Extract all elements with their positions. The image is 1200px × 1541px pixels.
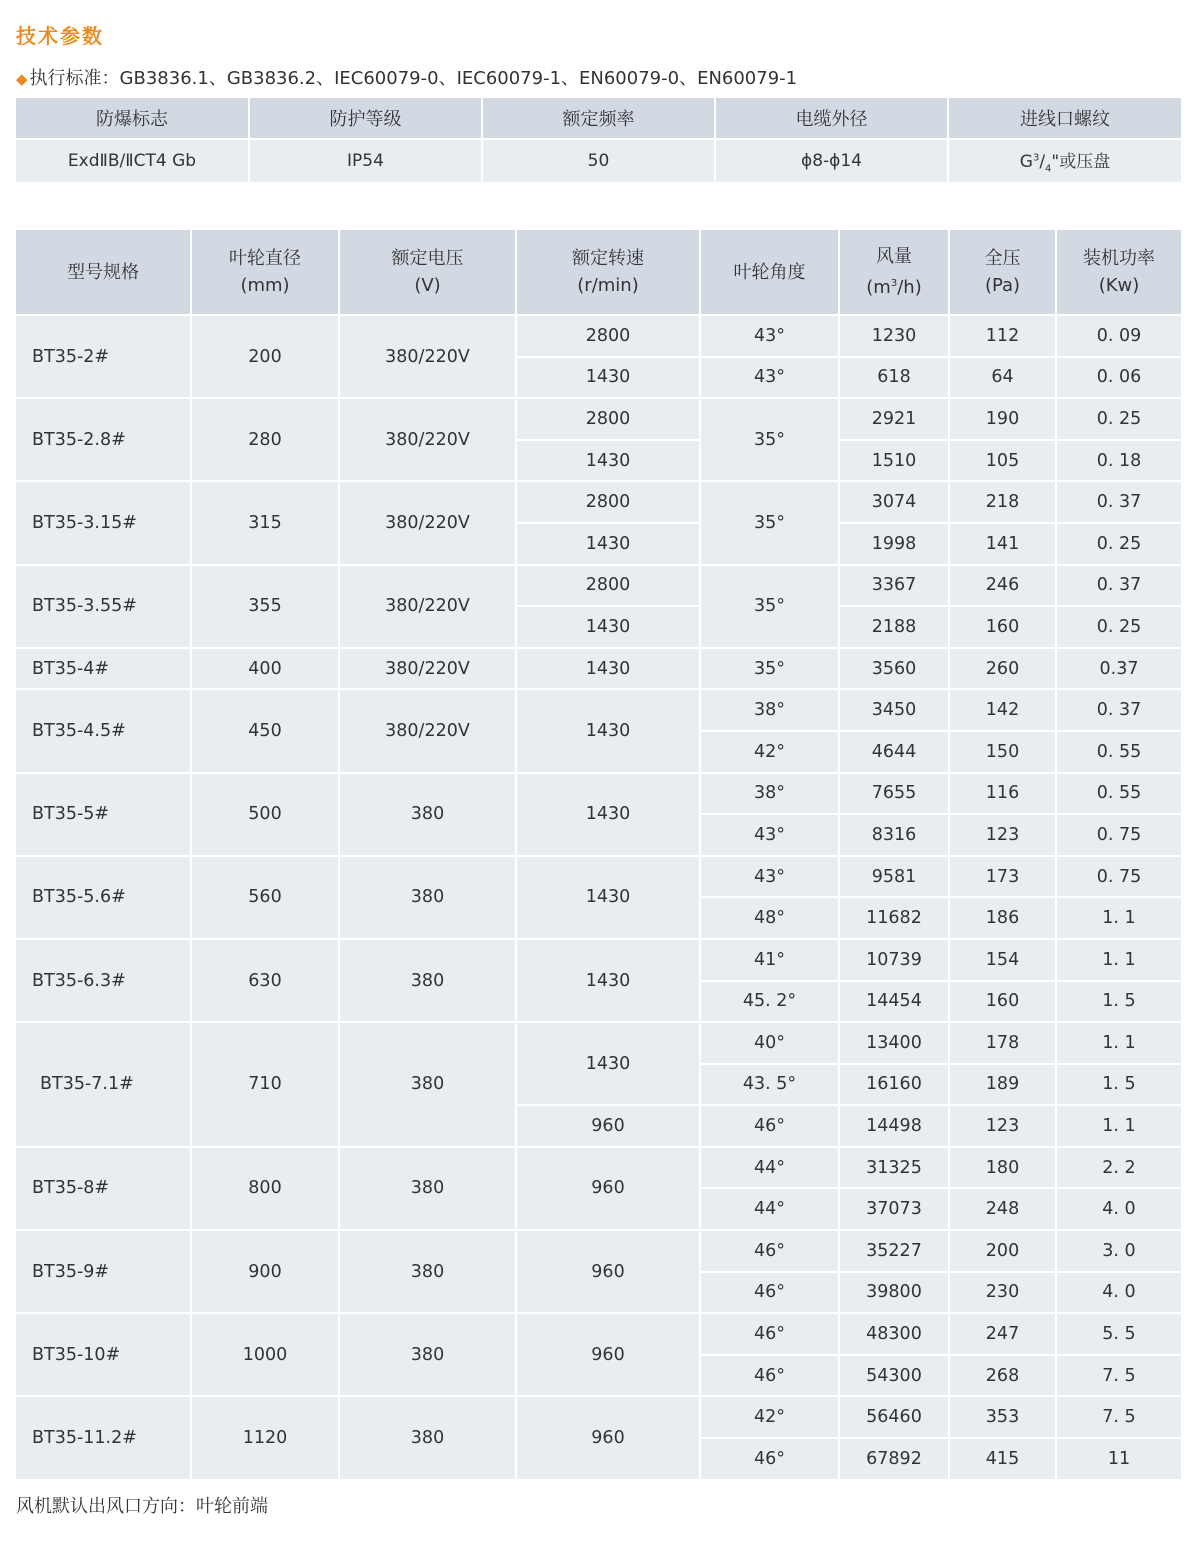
airflow-cell: 9581 xyxy=(839,856,949,898)
angle-cell: 46° xyxy=(700,1230,839,1272)
summary-table xyxy=(16,98,1181,182)
pressure-cell: 173 xyxy=(949,856,1056,898)
airflow-cell: 14498 xyxy=(839,1105,949,1147)
voltage-cell: 380/220V xyxy=(339,689,516,772)
speed-cell: 960 xyxy=(516,1147,700,1230)
pressure-cell: 160 xyxy=(949,981,1056,1023)
pressure-cell: 218 xyxy=(949,481,1056,523)
angle-cell: 38° xyxy=(700,773,839,815)
airflow-cell: 3450 xyxy=(839,689,949,731)
angle-cell: 35° xyxy=(700,565,839,648)
power-cell: 1. 5 xyxy=(1056,981,1181,1023)
power-cell: 0. 25 xyxy=(1056,398,1181,440)
pressure-cell: 247 xyxy=(949,1313,1056,1355)
speed-cell: 2800 xyxy=(516,398,700,440)
model-cell: BT35-5# xyxy=(16,773,191,856)
pressure-cell: 200 xyxy=(949,1230,1056,1272)
table-row xyxy=(16,398,1181,440)
angle-cell: 46° xyxy=(700,1355,839,1397)
diameter-cell: 1120 xyxy=(191,1396,339,1479)
airflow-cell: 48300 xyxy=(839,1313,949,1355)
model-cell: BT35-3.15# xyxy=(16,481,191,564)
voltage-cell: 380 xyxy=(339,1147,516,1230)
airflow-cell: 618 xyxy=(839,357,949,399)
diameter-cell: 315 xyxy=(191,481,339,564)
power-cell: 0. 37 xyxy=(1056,689,1181,731)
summary-header: 防护等级 xyxy=(249,98,482,139)
angle-cell: 35° xyxy=(700,481,839,564)
airflow-cell: 10739 xyxy=(839,939,949,981)
power-cell: 1. 1 xyxy=(1056,897,1181,939)
angle-cell: 38° xyxy=(700,689,839,731)
voltage-cell: 380/220V xyxy=(339,648,516,690)
model-cell: BT35-4# xyxy=(16,648,191,690)
table-row xyxy=(16,481,1181,523)
diameter-cell: 500 xyxy=(191,773,339,856)
diamond-bullet-icon: ◆ xyxy=(16,70,28,88)
airflow-cell: 7655 xyxy=(839,773,949,815)
airflow-cell: 54300 xyxy=(839,1355,949,1397)
pressure-cell: 141 xyxy=(949,523,1056,565)
voltage-cell: 380 xyxy=(339,773,516,856)
speed-cell: 1430 xyxy=(516,606,700,648)
power-cell: 1. 1 xyxy=(1056,939,1181,981)
model-cell: BT35-2# xyxy=(16,315,191,398)
diameter-cell: 280 xyxy=(191,398,339,481)
thread-numerator: 3 xyxy=(1032,152,1040,164)
diameter-cell: 900 xyxy=(191,1230,339,1313)
diameter-cell: 710 xyxy=(191,1022,339,1147)
pressure-cell: 160 xyxy=(949,606,1056,648)
header-text: 额定转速 xyxy=(572,248,644,269)
header-model xyxy=(16,230,191,315)
pressure-cell: 150 xyxy=(949,731,1056,773)
table-row xyxy=(16,689,1181,731)
ex-mark-cell: ExdⅡB/ⅡCT4 Gb xyxy=(16,139,249,182)
speed-cell: 1430 xyxy=(516,773,700,856)
header-text: 叶轮直径 xyxy=(229,248,301,269)
pressure-cell: 189 xyxy=(949,1064,1056,1106)
voltage-cell: 380 xyxy=(339,1396,516,1479)
airflow-cell: 3367 xyxy=(839,565,949,607)
model-cell: BT35-2.8# xyxy=(16,398,191,481)
airflow-cell: 2921 xyxy=(839,398,949,440)
spec-header-row xyxy=(16,230,1181,315)
voltage-cell: 380 xyxy=(339,856,516,939)
voltage-cell: 380/220V xyxy=(339,315,516,398)
speed-cell: 1430 xyxy=(516,689,700,772)
pressure-cell: 178 xyxy=(949,1022,1056,1064)
table-row xyxy=(16,565,1181,607)
airflow-cell: 3560 xyxy=(839,648,949,690)
speed-cell: 960 xyxy=(516,1105,700,1147)
table-row xyxy=(16,315,1181,357)
power-cell: 1. 1 xyxy=(1056,1022,1181,1064)
header-unit: /h) xyxy=(897,277,922,298)
model-cell: BT35-6.3# xyxy=(16,939,191,1022)
speed-cell: 2800 xyxy=(516,315,700,357)
table-row xyxy=(16,773,1181,815)
diameter-cell: 1000 xyxy=(191,1313,339,1396)
table-row xyxy=(16,939,1181,981)
thread-cell: $G^3/_4$"或压盘 xyxy=(948,139,1181,182)
angle-cell: 43° xyxy=(700,357,839,399)
angle-cell: 46° xyxy=(700,1105,839,1147)
header-unit: (V) xyxy=(414,275,441,296)
power-cell: 11 xyxy=(1056,1438,1181,1480)
airflow-cell: 2188 xyxy=(839,606,949,648)
airflow-cell: 1510 xyxy=(839,440,949,482)
airflow-cell: 56460 xyxy=(839,1396,949,1438)
protection-cell: IP54 xyxy=(249,139,482,182)
speed-cell: 1430 xyxy=(516,856,700,939)
angle-cell: 46° xyxy=(700,1313,839,1355)
table-row xyxy=(16,1022,1181,1064)
thread-rest: "或压盘 xyxy=(1051,152,1111,173)
header-unit: (Pa) xyxy=(984,275,1021,296)
header-text: 额定电压 xyxy=(391,248,464,269)
pressure-cell: 123 xyxy=(949,814,1056,856)
power-cell: 1. 5 xyxy=(1056,1064,1181,1106)
summary-header: 防爆标志 xyxy=(16,98,249,139)
pressure-cell: 230 xyxy=(949,1272,1056,1314)
airflow-cell: 1230 xyxy=(839,315,949,357)
speed-cell: 1430 xyxy=(516,440,700,482)
pressure-cell: 353 xyxy=(949,1396,1056,1438)
speed-cell: 1430 xyxy=(516,1022,700,1105)
angle-cell: 43° xyxy=(700,315,839,357)
speed-cell: 1430 xyxy=(516,357,700,399)
model-cell: BT35-11.2# xyxy=(16,1396,191,1479)
summary-header: 进线口螺纹 xyxy=(948,98,1181,139)
pressure-cell: 248 xyxy=(949,1188,1056,1230)
summary-header: 电缆外径 xyxy=(715,98,948,139)
header-text: 风量 xyxy=(876,246,912,267)
pressure-cell: 123 xyxy=(949,1105,1056,1147)
header-unit-sup: 3 xyxy=(890,278,898,289)
speed-cell: 960 xyxy=(516,1396,700,1479)
table-row xyxy=(16,1396,1181,1438)
diameter-cell: 450 xyxy=(191,689,339,772)
model-cell: BT35-3.55# xyxy=(16,565,191,648)
airflow-cell: 4644 xyxy=(839,731,949,773)
angle-cell: 42° xyxy=(700,1396,839,1438)
header-text: 全压 xyxy=(984,248,1021,269)
angle-cell: 44° xyxy=(700,1188,839,1230)
power-cell: 0. 06 xyxy=(1056,357,1181,399)
power-cell: 0. 37 xyxy=(1056,481,1181,523)
power-cell: 0. 75 xyxy=(1056,814,1181,856)
power-cell: 7. 5 xyxy=(1056,1396,1181,1438)
footnote: 风机默认出风口方向：叶轮前端 xyxy=(16,1496,268,1517)
speed-cell: 2800 xyxy=(516,565,700,607)
diameter-cell: 560 xyxy=(191,856,339,939)
voltage-cell: 380 xyxy=(339,1022,516,1147)
airflow-cell: 31325 xyxy=(839,1147,949,1189)
power-cell: 4. 0 xyxy=(1056,1188,1181,1230)
airflow-cell: 16160 xyxy=(839,1064,949,1106)
airflow-cell: 67892 xyxy=(839,1438,949,1480)
diameter-cell: 355 xyxy=(191,565,339,648)
airflow-cell: 35227 xyxy=(839,1230,949,1272)
header-speed xyxy=(516,230,700,315)
power-cell: 0. 55 xyxy=(1056,773,1181,815)
airflow-cell: 14454 xyxy=(839,981,949,1023)
table-row xyxy=(16,1147,1181,1189)
pressure-cell: 246 xyxy=(949,565,1056,607)
cable-cell: ϕ8-ϕ14 xyxy=(715,139,948,182)
diameter-cell: 400 xyxy=(191,648,339,690)
power-cell: 2. 2 xyxy=(1056,1147,1181,1189)
header-unit: (mm) xyxy=(240,275,290,296)
summary-value-row xyxy=(16,139,1181,182)
model-cell: BT35-4.5# xyxy=(16,689,191,772)
pressure-cell: 260 xyxy=(949,648,1056,690)
voltage-cell: 380 xyxy=(339,1313,516,1396)
speed-cell: 1430 xyxy=(516,523,700,565)
angle-cell: 46° xyxy=(700,1272,839,1314)
summary-header-row xyxy=(16,98,1181,139)
voltage-cell: 380/220V xyxy=(339,398,516,481)
header-angle xyxy=(700,230,839,315)
voltage-cell: 380 xyxy=(339,939,516,1022)
airflow-cell: 1998 xyxy=(839,523,949,565)
header-power xyxy=(1056,230,1181,315)
power-cell: 0.37 xyxy=(1056,648,1181,690)
diameter-cell: 200 xyxy=(191,315,339,398)
power-cell: 3. 0 xyxy=(1056,1230,1181,1272)
airflow-cell: 13400 xyxy=(839,1022,949,1064)
power-cell: 0. 75 xyxy=(1056,856,1181,898)
section-title: 技术参数 xyxy=(16,24,104,48)
model-cell: BT35-9# xyxy=(16,1230,191,1313)
power-cell: 5. 5 xyxy=(1056,1313,1181,1355)
power-cell: 1. 1 xyxy=(1056,1105,1181,1147)
table-row xyxy=(16,1313,1181,1355)
airflow-cell: 11682 xyxy=(839,897,949,939)
header-impeller-dia xyxy=(191,230,339,315)
pressure-cell: 415 xyxy=(949,1438,1056,1480)
thread-g: G xyxy=(1019,152,1033,173)
power-cell: 0. 37 xyxy=(1056,565,1181,607)
power-cell: 0. 55 xyxy=(1056,731,1181,773)
speed-cell: 2800 xyxy=(516,481,700,523)
angle-cell: 40° xyxy=(700,1022,839,1064)
angle-cell: 35° xyxy=(700,398,839,481)
speed-cell: 960 xyxy=(516,1230,700,1313)
angle-cell: 46° xyxy=(700,1438,839,1480)
summary-header: 额定频率 xyxy=(482,98,715,139)
model-cell: BT35-10# xyxy=(16,1313,191,1396)
power-cell: 0. 25 xyxy=(1056,523,1181,565)
pressure-cell: 142 xyxy=(949,689,1056,731)
angle-cell: 41° xyxy=(700,939,839,981)
header-unit: (m xyxy=(866,277,891,298)
power-cell: 0. 09 xyxy=(1056,315,1181,357)
pressure-cell: 105 xyxy=(949,440,1056,482)
power-cell: 4. 0 xyxy=(1056,1272,1181,1314)
model-cell: BT35-5.6# xyxy=(16,856,191,939)
voltage-cell: 380 xyxy=(339,1230,516,1313)
speed-cell: 1430 xyxy=(516,939,700,1022)
power-cell: 7. 5 xyxy=(1056,1355,1181,1397)
header-unit: (r/min) xyxy=(577,275,639,296)
table-row xyxy=(16,856,1181,898)
airflow-cell: 8316 xyxy=(839,814,949,856)
power-cell: 0. 25 xyxy=(1056,606,1181,648)
standard-line xyxy=(16,64,797,90)
pressure-cell: 190 xyxy=(949,398,1056,440)
voltage-cell: 380/220V xyxy=(339,481,516,564)
model-cell: BT35-7.1# xyxy=(16,1022,191,1147)
speed-cell: 1430 xyxy=(516,648,700,690)
voltage-cell: 380/220V xyxy=(339,565,516,648)
pressure-cell: 64 xyxy=(949,357,1056,399)
header-text: 叶轮角度 xyxy=(733,261,806,283)
angle-cell: 44° xyxy=(700,1147,839,1189)
spec-table xyxy=(16,230,1181,1481)
diameter-cell: 800 xyxy=(191,1147,339,1230)
speed-cell: 960 xyxy=(516,1313,700,1396)
diameter-cell: 630 xyxy=(191,939,339,1022)
table-row xyxy=(16,1230,1181,1272)
header-pressure xyxy=(949,230,1056,315)
header-unit: (Kw) xyxy=(1098,275,1140,296)
airflow-cell: 39800 xyxy=(839,1272,949,1314)
angle-cell: 35° xyxy=(700,648,839,690)
pressure-cell: 180 xyxy=(949,1147,1056,1189)
pressure-cell: 186 xyxy=(949,897,1056,939)
thread-denominator: 4 xyxy=(1045,163,1052,175)
pressure-cell: 154 xyxy=(949,939,1056,981)
header-airflow xyxy=(839,230,949,315)
model-cell: BT35-8# xyxy=(16,1147,191,1230)
pressure-cell: 268 xyxy=(949,1355,1056,1397)
table-row xyxy=(16,648,1181,690)
angle-cell: 43. 5° xyxy=(700,1064,839,1106)
header-text: 装机功率 xyxy=(1083,248,1155,269)
pressure-cell: 116 xyxy=(949,773,1056,815)
header-model-text: 型号规格 xyxy=(67,261,139,283)
pressure-cell: 112 xyxy=(949,315,1056,357)
frequency-cell: 50 xyxy=(482,139,715,182)
airflow-cell: 3074 xyxy=(839,481,949,523)
header-voltage xyxy=(339,230,516,315)
angle-cell: 48° xyxy=(700,897,839,939)
angle-cell: 43° xyxy=(700,856,839,898)
power-cell: 0. 18 xyxy=(1056,440,1181,482)
angle-cell: 45. 2° xyxy=(700,981,839,1023)
airflow-cell: 37073 xyxy=(839,1188,949,1230)
standard-text: 执行标准：GB3836.1、GB3836.2、IEC60079-0、IEC60079-1、EN60079-0、EN60079-1 xyxy=(29,68,798,89)
angle-cell: 42° xyxy=(700,731,839,773)
angle-cell: 43° xyxy=(700,814,839,856)
